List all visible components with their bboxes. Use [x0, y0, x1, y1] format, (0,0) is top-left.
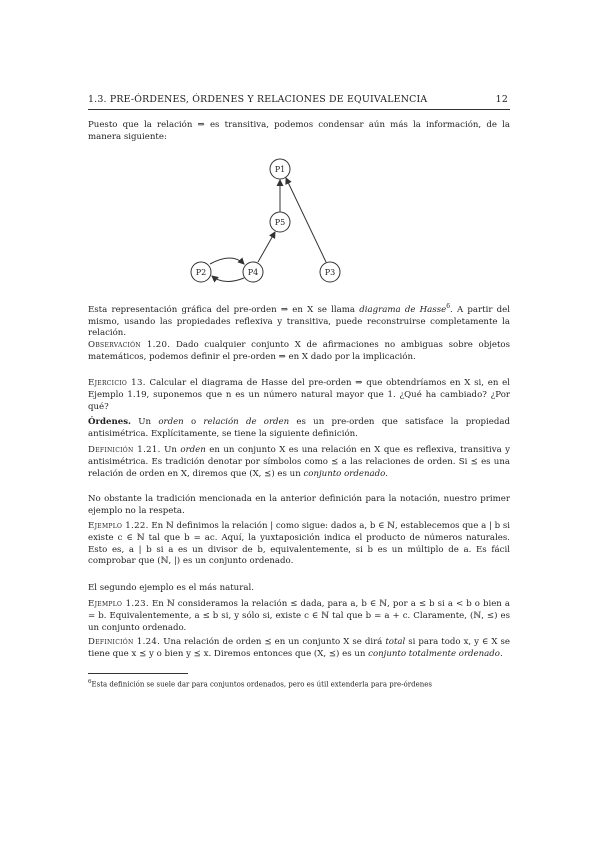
ejemplo-1-22: Ejemplo 1.22. En ℕ definimos la relación | como sigue: dados a, b ∈ ℕ, establecemos que a | b si existe c ∈ ℕ tal que b = ac. Aquí, la yuxtaposición indica el producto de números naturales. Esto es, a | b si a es un divisor de b, equivalentemente, si b es un múltiplo de a. Es fácil comprobar que (ℕ, |) es un conjunto ordenado.	[88, 521, 510, 567]
header-rule	[88, 109, 510, 110]
footnote: $^6$Esta definición se suele dar para conjuntos ordenados, pero es útil extenderla para pre-órdenes	[88, 679, 432, 689]
header-section-title: 1.3. PRE-ÓRDENES, ÓRDENES Y RELACIONES DE EQUIVALENCIA	[88, 94, 428, 105]
svg-text:P1: P1	[274, 165, 286, 174]
ejercicio-label: Ejercicio 13.	[88, 378, 146, 388]
intro-paragraph: Puesto que la relación ⇒ es transitiva, podemos condensar aún más la información, de la manera siguiente:	[88, 120, 510, 142]
node-p5	[270, 212, 290, 232]
ejemplo-label: Ejemplo 1.23.	[88, 599, 149, 609]
ordenes-title: Órdenes.	[88, 417, 132, 427]
tradicion-paragraph: No obstante la tradición mencionada en la anterior definición para la notación, nuestro primer ejemplo no la respeta.	[88, 494, 510, 516]
node-p4	[243, 262, 263, 282]
observacion-label: Observación 1.20.	[88, 340, 171, 350]
running-header	[88, 94, 508, 105]
ejercicio-13: Ejercicio 13. Calcular el diagrama de Hasse del pre-orden ⇒ que obtendríamos en X si, en el Ejemplo 1.19, suponemos que n es un número natural mayor que 1. ¿Qué ha cambiado? ¿Por qué?	[88, 378, 510, 412]
footnote-ref: 6	[446, 303, 451, 310]
definicion-1-21: Definición 1.21. Un orden en un conjunto X es una relación en X que es reflexiva, transitiva y antisimétrica. Es tradición denotar por símbolos como ⪯ a las relaciones de orden. Si ⪯ es una relación de orden en X, diremos que (X, ⪯) es un conjunto ordenado.	[88, 445, 511, 479]
segundo-ejemplo-paragraph: El segundo ejemplo es el más natural.	[88, 583, 254, 593]
svg-text:P2: P2	[195, 268, 207, 277]
node-p1	[270, 159, 290, 179]
definicion-label: Definición 1.21.	[88, 445, 161, 455]
svg-text:P3: P3	[324, 268, 336, 277]
node-p3	[320, 262, 340, 282]
ejemplo-label: Ejemplo 1.22.	[88, 521, 149, 531]
ejemplo-1-23: Ejemplo 1.23. En ℕ consideramos la relación ≤ dada, para a, b ∈ ℕ, por a ≤ b si a < b o bien a = b. Equivalentemente, a ≤ b si, y sólo si, existe c ∈ ℕ tal que b = a + c. Claramente, (ℕ, ≤) es un conjunto ordenado.	[88, 599, 510, 633]
edge-p4-p2	[212, 276, 244, 282]
svg-text:P5: P5	[274, 218, 286, 227]
hasse-diagram	[180, 156, 360, 288]
edge-p4-p5	[258, 232, 275, 262]
definicion-label: Definición 1.24.	[88, 637, 161, 647]
node-p2	[191, 262, 211, 282]
edge-p3-p1	[286, 178, 326, 262]
hasse-paragraph: Esta representación gráfica del pre-orden ⇒ en X se llama diagrama de Hasse$^6$. A partir del mismo, usando las propiedades reflexiva y transitiva, puede reconstruirse completamente la relación.	[88, 303, 510, 339]
definicion-1-24: Definición 1.24. Una relación de orden ⪯ en un conjunto X se dirá total si para todo x, y ∈ X se tiene que x ⪯ y o bien y ⪯ x. Diremos entonces que (X, ⪯) es un conjunto totalmente ordenado.	[88, 637, 510, 659]
term-diagrama-de-hasse: diagrama de Hasse	[359, 304, 447, 315]
svg-text:P4: P4	[247, 268, 259, 277]
ordenes-paragraph: Órdenes. Un orden o relación de orden es un pre-orden que satisface la propiedad antisimétrica. Explícitamente, se tiene la siguiente definición.	[88, 417, 511, 439]
edge-p2-p4	[210, 258, 244, 264]
header-page-number: 12	[495, 94, 508, 105]
footnote-rule	[88, 673, 188, 674]
observacion-1-20: Observación 1.20. Dado cualquier conjunto X de afirmaciones no ambiguas sobre objetos matemáticos, podemos definir el pre-orden ⇒ en X dado por la implicación.	[88, 340, 510, 362]
